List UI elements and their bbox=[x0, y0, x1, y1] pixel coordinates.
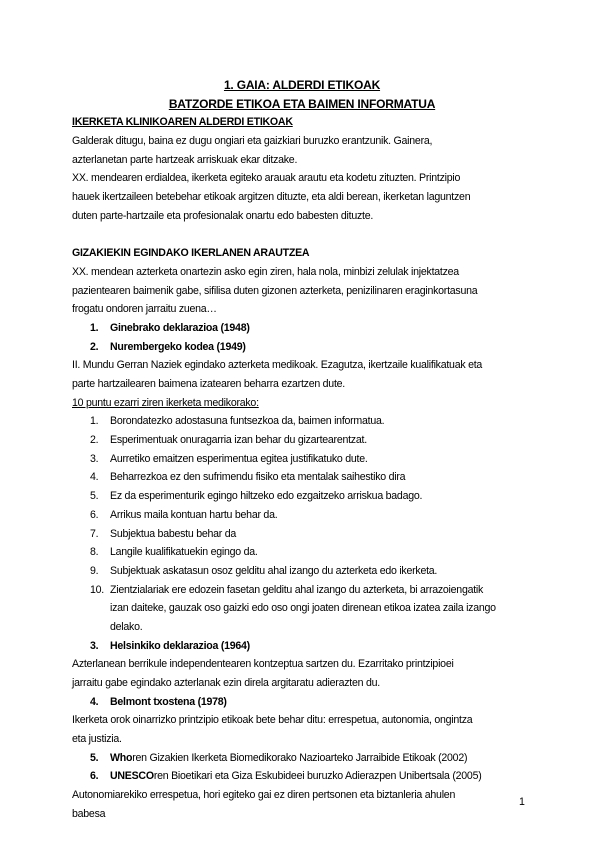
section-heading: IKERKETA KLINIKOAREN ALDERDI ETIKOAK bbox=[72, 116, 293, 129]
list-item: 8. Langile kualifikatuekin egingo da. bbox=[90, 546, 258, 559]
list-item: 4. Belmont txostena (1978) bbox=[90, 695, 227, 708]
text-line: jarraitu gabe egindako azterlanak ezin direla argitaratu adierazten du. bbox=[72, 677, 380, 689]
list-item: 2. Nurembergeko kodea (1949) bbox=[90, 340, 246, 353]
page-number: 1 bbox=[519, 796, 525, 808]
list-item: 5. Ez da esperimenturik egingo hiltzeko edo ezgaitzeko arriskua badago. bbox=[90, 490, 423, 503]
text-line: XX. mendean azterketa onartezin asko egin ziren, hala nola, minbizi zelulak injektatzea bbox=[72, 265, 459, 278]
text-line: parte hartzailearen baimena izatearen beharra ezartzen dute. bbox=[72, 378, 345, 390]
list-item: 6. Arrikus maila kontuan hartu behar da. bbox=[90, 508, 278, 521]
list-item: 3. Helsinkiko deklarazioa (1964) bbox=[90, 639, 250, 652]
page-title: 1. GAIA: ALDERDI ETIKOAK bbox=[223, 78, 381, 92]
list-item-continuation: delako. bbox=[110, 620, 143, 633]
text-line: XX. mendearen erdialdea, ikerketa egiteko arauak arautu eta kodetu zituzten. Printzipio bbox=[72, 172, 461, 185]
list-item: 6. UNESCOren Bioetikari eta Giza Eskubideei buruzko Adierazpen Unibertsala (2005) bbox=[90, 770, 482, 783]
text-line: Autonomiarekiko errespetua, hori egiteko gai ez diren pertsonen eta biztanleria ahulen bbox=[72, 789, 456, 802]
text-line: hauek ikertzaileen betebehar etikoak argitzen dituzte, eta aldi berean, ikerketan laguntzen bbox=[72, 191, 471, 204]
list-item: 1. Borondatezko adostasuna funtsezkoa da, baimen informatua. bbox=[90, 415, 385, 428]
section-heading: GIZAKIEKIN EGINDAKO IKERLANEN ARAUTZEA bbox=[72, 247, 310, 260]
text-line: eta justizia. bbox=[72, 733, 122, 746]
list-item: 1. Ginebrako deklarazioa (1948) bbox=[90, 321, 250, 334]
page-subtitle: BATZORDE ETIKOA ETA BAIMEN INFORMATUA bbox=[168, 96, 436, 111]
text-line: Azterlanean berrikule independentearen kontzeptua sartzen du. Ezarritako printzipioei bbox=[72, 658, 454, 671]
list-item-continuation: izan daiteke, gauzak oso gaizki edo oso ongi joaten direnean etikoa izatea zaila izango bbox=[110, 602, 496, 615]
text-line: babesa bbox=[72, 807, 106, 820]
points-heading: 10 puntu ezarri ziren ikerketa medikorako: bbox=[72, 396, 259, 409]
text-line: Ikerketa orok oinarrizko printzipio etikoak bete behar ditu: errespetua, autonomia, ongintza bbox=[72, 714, 473, 727]
text-line: duten parte-hartzaile eta profesionalak onartu edo babesten dituzte. bbox=[72, 209, 374, 222]
points-list bbox=[72, 412, 532, 636]
text-line: frogatu ondoren jarraitu zuena… bbox=[72, 303, 217, 316]
list-item: 7. Subjektua babestu behar da bbox=[90, 527, 237, 540]
text-line: Galderak ditugu, baina ez dugu ongiari eta gaizkiari buruzko erantzunik. Gainera, bbox=[72, 135, 433, 148]
list-item: 3. Aurretiko emaitzen esperimentua egitea justifikatuko dute. bbox=[90, 452, 368, 465]
text-line: azterlanetan parte hartzeak arriskuak ekar ditzake. bbox=[72, 153, 298, 166]
list-item: 4. Beharrezkoa ez den sufrimendu fisiko eta mentalak saihestiko dira bbox=[90, 471, 406, 484]
text-line: pazientearen baimenik gabe, sifilisa duten gizonen azterketa, penizilinaren eraginkortasuna bbox=[72, 284, 478, 297]
paragraph bbox=[72, 132, 532, 225]
text-line: II. Mundu Gerran Naziek egindako azterketa medikoak. Ezagutza, ikertzaile kualifikatuak eta bbox=[72, 359, 483, 372]
list-item: 5. Whoren Gizakien Ikerketa Biomedikorako Nazioarteko Jarraibide Etikoak (2002) bbox=[90, 751, 468, 764]
list-item: 10. Zientzialariak ere edozein fasetan gelditu ahal izango du azterketa, bi arrazoiengatik bbox=[90, 583, 484, 596]
list-item: 9. Subjektuak askatasun osoz gelditu ahal izango du azterketa edo ikerketa. bbox=[90, 564, 438, 577]
list-item: 2. Esperimentuak onuragarria izan behar du gizartearentzat. bbox=[90, 434, 367, 447]
document-page bbox=[72, 76, 532, 824]
